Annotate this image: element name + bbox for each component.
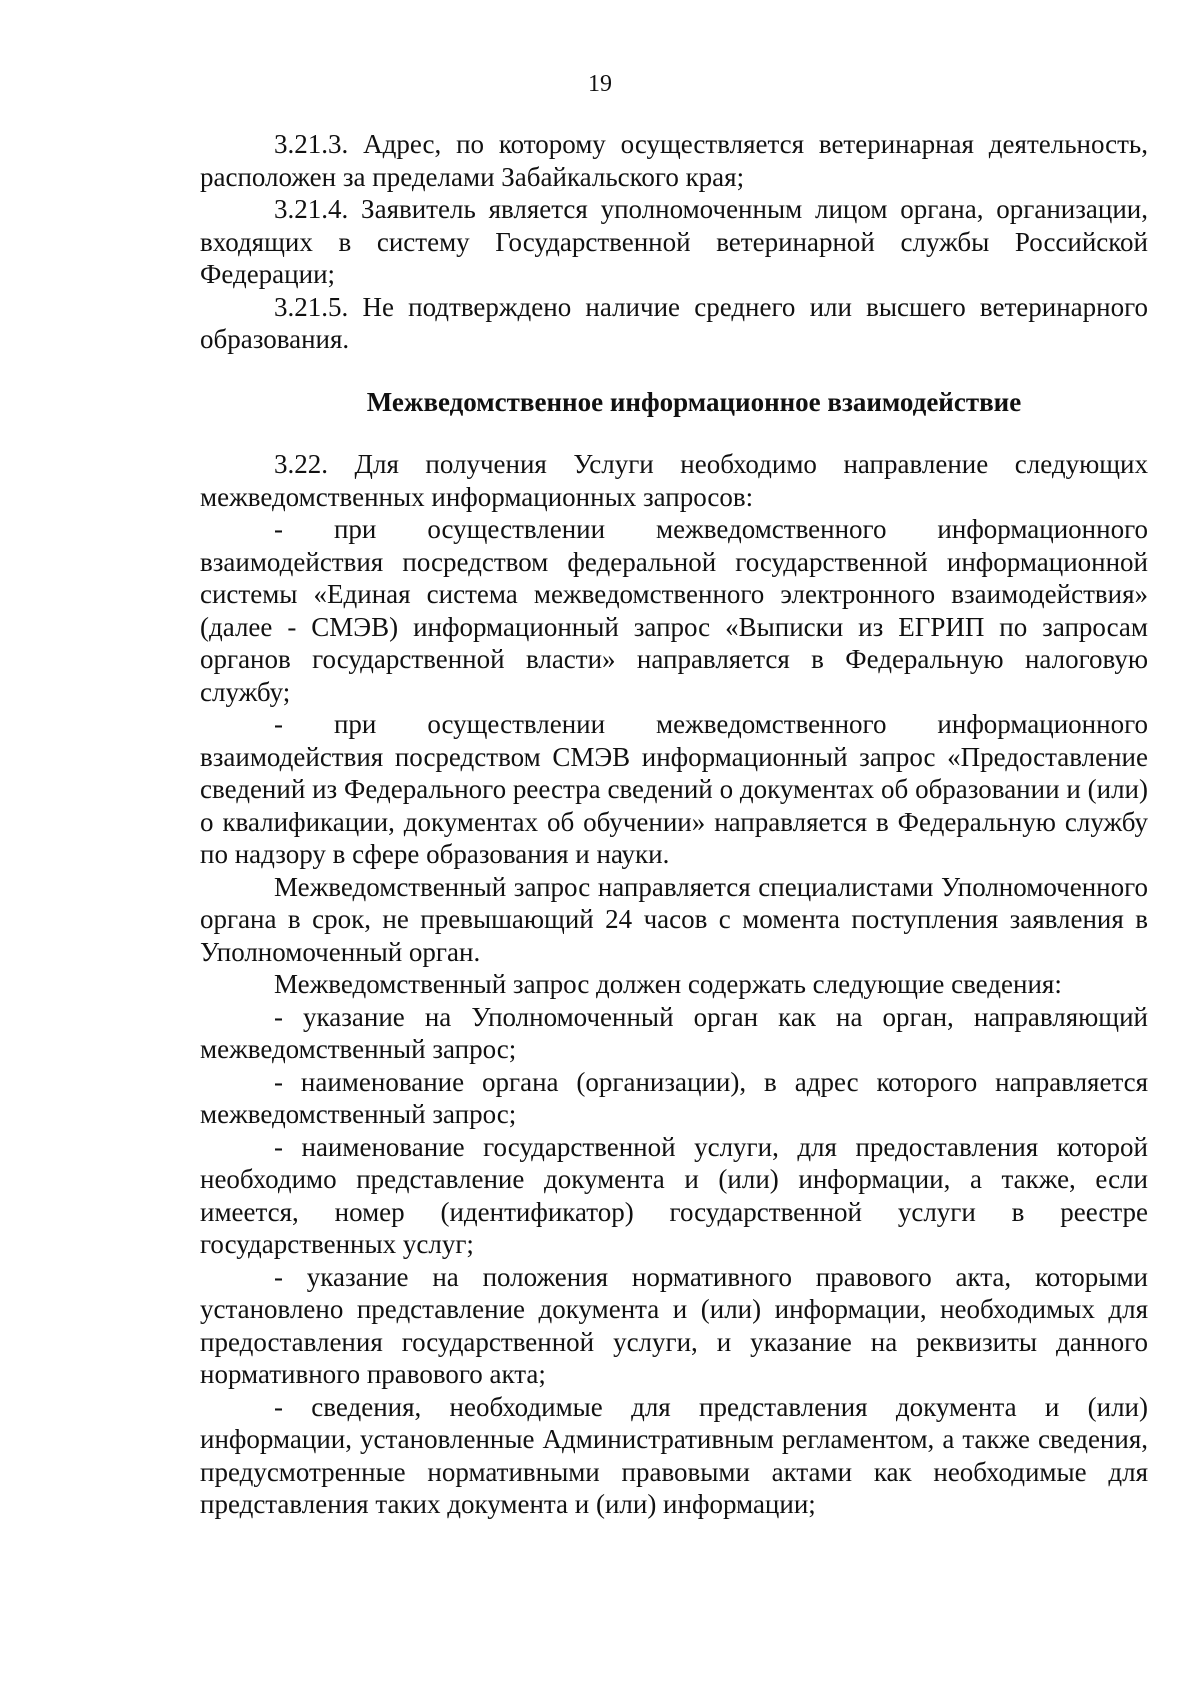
list-item-legal-act: - указание на положения нормативного правового акта, которыми установлено представление документа и (или) информации, необходимых для предоставления государственной услуги, и указание на реквизиты данного нормативного правового акта; [200, 1261, 1148, 1389]
list-item-egrip-request: - при осуществлении межведомственного информационного взаимодействия посредством федеральной государственной информационной системы «Единая система межведомственного электронного взаимодействия» (далее - СМЭВ) информационный запрос «Выписки из ЕГРИП по запросам органов государственной власти» направляется в Федеральную налоговую службу; [200, 514, 1148, 707]
section-heading: Межведомственное информационное взаимодействие [366, 386, 1022, 417]
document-body [200, 128, 1148, 1521]
paragraph-request-contents: Межведомственный запрос должен содержать следующие сведения: [274, 969, 1062, 999]
list-item-required-info: - сведения, необходимые для представления документа и (или) информации, установленные Административным регламентом, а также сведения, предусмотренные нормативными правовыми актами как необходимые для представления таких документа и (или) информации; [200, 1391, 1148, 1519]
list-item-service-name: - наименование государственной услуги, для предоставления которой необходимо представление документа и (или) информации, а также, если имеется, номер (идентификатор) государственной услуги в реестре государственных услуг; [200, 1131, 1148, 1259]
page-number: 19 [588, 71, 612, 97]
list-item-education-request: - при осуществлении межведомственного информационного взаимодействия посредством СМЭВ информационный запрос «Предоставление сведений из Федерального реестра сведений о документах об образовании и (или) о квалификации, документах об обучении» направляется в Федеральную службу по надзору в сфере образования и науки. [200, 709, 1148, 869]
paragraph-3-22: 3.22. Для получения Услуги необходимо направление следующих межведомственных информационных запросов: [200, 449, 1148, 512]
list-item-recipient: - наименование органа (организации), в адрес которого направляется межведомственный запрос; [200, 1066, 1148, 1129]
paragraph-3-21-5: 3.21.5. Не подтверждено наличие среднего или высшего ветеринарного образования. [200, 291, 1148, 354]
paragraph-3-21-3: 3.21.3. Адрес, по которому осуществляется ветеринарная деятельность, расположен за пределами Забайкальского края; [200, 129, 1148, 192]
list-item-authority: - указание на Уполномоченный орган как на орган, направляющий межведомственный запрос; [200, 1001, 1148, 1064]
paragraph-request-deadline: Межведомственный запрос направляется специалистами Уполномоченного органа в срок, не превышающий 24 часов с момента поступления заявления в Уполномоченный орган. [200, 871, 1148, 967]
paragraph-3-21-4: 3.21.4. Заявитель является уполномоченным лицом органа, организации, входящих в систему Государственной ветеринарной службы Российской Федерации; [200, 194, 1148, 289]
